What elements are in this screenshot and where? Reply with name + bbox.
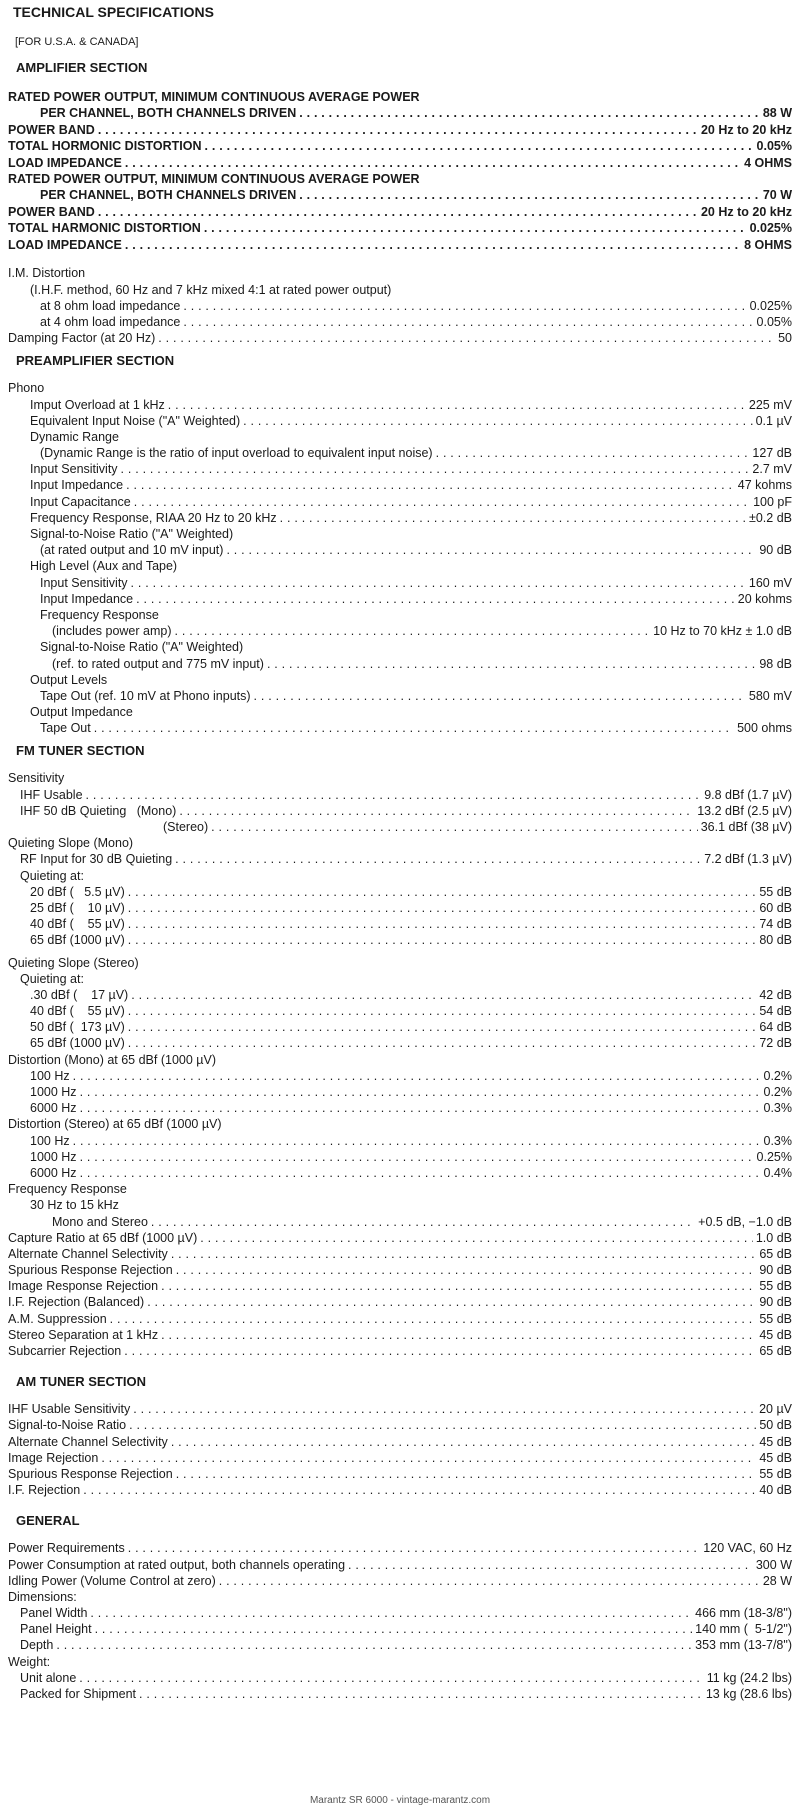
spec-row: Unit alone . . . 11 kg (24.2 lbs) bbox=[8, 1670, 792, 1686]
spec-row: Image Rejection . . . 45 dB bbox=[8, 1450, 792, 1466]
spec-row: Stereo Separation at 1 kHz . . . 45 dB bbox=[8, 1327, 792, 1343]
spec-row: Depth . . . 353 mm (13-7/8") bbox=[8, 1637, 792, 1653]
spec-row: POWER BAND . . . 20 Hz to 20 kHz bbox=[8, 122, 792, 139]
spec-row: Alternate Channel Selectivity . . . 45 dB bbox=[8, 1434, 792, 1450]
spec-row: LOAD IMPEDANCE . . . 4 OHMS bbox=[8, 155, 792, 172]
spec-row: Imput Overload at 1 kHz . . . 225 mV bbox=[8, 397, 792, 413]
spec-label: Signal-to-Noise Ratio ("A" Weighted) bbox=[30, 527, 234, 541]
spec-row: 100 Hz . . . 0.2% bbox=[8, 1068, 792, 1084]
spec-label: Distortion (Mono) at 65 dBf (1000 µV) bbox=[8, 1052, 216, 1067]
spec-row: LOAD IMPEDANCE . . . 8 OHMS bbox=[8, 237, 792, 254]
preamp-heading: PREAMPLIFIER SECTION bbox=[16, 353, 175, 369]
spec-label: Output Levels bbox=[30, 672, 108, 687]
spec-row: Damping Factor (at 20 Hz) . . . 50 bbox=[8, 330, 792, 346]
spec-label: Quieting at: bbox=[20, 868, 84, 883]
spec-row: Panel Width . . . 466 mm (18-3/8") bbox=[8, 1605, 792, 1621]
spec-row: 65 dBf (1000 µV) . . . 72 dB bbox=[8, 1035, 792, 1051]
spec-row: (includes power amp) . . . 10 Hz to 70 kHz ± 1.0 dB bbox=[8, 623, 792, 639]
spec-label: High Level (Aux and Tape) bbox=[30, 559, 178, 574]
spec-row: Tape Out (ref. 10 mV at Phono inputs) . . . 580 mV bbox=[8, 688, 792, 704]
spec-row: TOTAL HARMONIC DISTORTION . . . 0.025% bbox=[8, 220, 792, 237]
spec-row: Input Sensitivity . . . 2.7 mV bbox=[8, 461, 792, 477]
spec-row: Input Impedance . . . 47 kohms bbox=[8, 477, 792, 493]
spec-row: IHF 50 dB Quieting (Mono) . . . 13.2 dBf (2.5 µV) bbox=[8, 803, 792, 819]
spec-row: .30 dBf ( 17 µV) . . . 42 dB bbox=[8, 987, 792, 1003]
spec-row: PER CHANNEL, BOTH CHANNELS DRIVEN . . . 88 W bbox=[8, 105, 792, 122]
spec-label: Output Impedance bbox=[30, 705, 133, 720]
spec-label: Signal-to-Noise Ratio ("A" Weighted) bbox=[40, 640, 244, 655]
spec-row: (at rated output and 10 mV input) . . . 90 dB bbox=[8, 542, 792, 558]
spec-row: 6000 Hz . . . 0.3% bbox=[8, 1100, 792, 1116]
spec-row: Signal-to-Noise Ratio . . . 50 dB bbox=[8, 1417, 792, 1433]
spec-row: POWER BAND . . . 20 Hz to 20 kHz bbox=[8, 204, 792, 221]
spec-row: 6000 Hz . . . 0.4% bbox=[8, 1165, 792, 1181]
spec-label: Frequency Response bbox=[40, 607, 159, 622]
spec-row: 50 dBf ( 173 µV) . . . 64 dB bbox=[8, 1019, 792, 1035]
spec-row: Mono and Stereo . . . +0.5 dB, −1.0 dB bbox=[8, 1214, 792, 1230]
spec-row: 1000 Hz . . . 0.2% bbox=[8, 1084, 792, 1100]
spec-label: RATED POWER OUTPUT, MINIMUM CONTINUOUS AVERAGE POWER bbox=[8, 90, 420, 104]
spec-row: RF Input for 30 dB Quieting . . . 7.2 dBf (1.3 µV) bbox=[8, 851, 792, 867]
spec-row: IHF Usable . . . 9.8 dBf (1.7 µV) bbox=[8, 787, 792, 803]
spec-row: 25 dBf ( 10 µV) . . . 60 dB bbox=[8, 900, 792, 916]
spec-row: Subcarrier Rejection . . . 65 dB bbox=[8, 1343, 792, 1359]
spec-row: Tape Out . . . 500 ohms bbox=[8, 720, 792, 736]
spec-row: at 4 ohm load impedance . . . 0.05% bbox=[8, 314, 792, 330]
spec-note: (I.H.F. method, 60 Hz and 7 kHz mixed 4:1 at rated power output) bbox=[30, 282, 392, 297]
spec-label: Dynamic Range bbox=[30, 429, 119, 444]
spec-row: (Dynamic Range is the ratio of input overload to equivalent input noise) . . . 127 dB bbox=[8, 445, 792, 461]
am-heading: AM TUNER SECTION bbox=[16, 1374, 146, 1390]
spec-row: Panel Height . . . 140 mm ( 5-1/2") bbox=[8, 1621, 792, 1637]
spec-label: Quieting Slope (Mono) bbox=[8, 836, 134, 851]
spec-label: I.M. Distortion bbox=[8, 266, 86, 281]
spec-row: (ref. to rated output and 775 mV input) . . . 98 dB bbox=[8, 656, 792, 672]
spec-row: Capture Ratio at 65 dBf (1000 µV) . . . 1.0 dB bbox=[8, 1230, 792, 1246]
spec-label: Distortion (Stereo) at 65 dBf (1000 µV) bbox=[8, 1117, 222, 1132]
spec-label: Sensitivity bbox=[8, 771, 65, 786]
spec-row: Idling Power (Volume Control at zero) . . . 28 W bbox=[8, 1573, 792, 1589]
spec-row: Frequency Response, RIAA 20 Hz to 20 kHz . . . ±0.2 dB bbox=[8, 510, 792, 526]
spec-label: Dimensions: bbox=[8, 1589, 77, 1604]
region-note: [FOR U.S.A. & CANADA] bbox=[15, 36, 139, 48]
spec-row: (Stereo) . . . 36.1 dBf (38 µV) bbox=[8, 819, 792, 835]
spec-row: PER CHANNEL, BOTH CHANNELS DRIVEN . . . 70 W bbox=[8, 187, 792, 204]
spec-row: Packed for Shipment . . . 13 kg (28.6 lbs) bbox=[8, 1686, 792, 1702]
spec-row: 65 dBf (1000 µV) . . . 80 dB bbox=[8, 932, 792, 948]
spec-row: Spurious Response Rejection . . . 55 dB bbox=[8, 1466, 792, 1482]
spec-label: Weight: bbox=[8, 1654, 51, 1669]
spec-label: 30 Hz to 15 kHz bbox=[30, 1198, 119, 1213]
spec-row: Power Requirements . . . 120 VAC, 60 Hz bbox=[8, 1540, 792, 1556]
spec-label: Phono bbox=[8, 381, 45, 396]
spec-row: 40 dBf ( 55 µV) . . . 74 dB bbox=[8, 916, 792, 932]
page-title: TECHNICAL SPECIFICATIONS bbox=[13, 4, 214, 20]
spec-row: IHF Usable Sensitivity . . . 20 µV bbox=[8, 1401, 792, 1417]
spec-row: A.M. Suppression . . . 55 dB bbox=[8, 1311, 792, 1327]
spec-row: at 8 ohm load impedance . . . 0.025% bbox=[8, 298, 792, 314]
amplifier-heading: AMPLIFIER SECTION bbox=[16, 60, 148, 75]
spec-label: Quieting at: bbox=[20, 971, 84, 986]
spec-label: Quieting Slope (Stereo) bbox=[8, 955, 139, 970]
spec-row: 1000 Hz . . . 0.25% bbox=[8, 1149, 792, 1165]
amplifier-section bbox=[8, 89, 792, 253]
spec-row: Input Capacitance . . . 100 pF bbox=[8, 494, 792, 510]
spec-row: Equivalent Input Noise ("A" Weighted) . . . 0.1 µV bbox=[8, 413, 792, 429]
spec-row: TOTAL HORMONIC DISTORTION . . . 0.05% bbox=[8, 138, 792, 155]
spec-row: Spurious Response Rejection . . . 90 dB bbox=[8, 1262, 792, 1278]
spec-row: I.F. Rejection . . . 40 dB bbox=[8, 1482, 792, 1498]
spec-label: RATED POWER OUTPUT, MINIMUM CONTINUOUS AVERAGE POWER bbox=[8, 172, 420, 187]
spec-row: Alternate Channel Selectivity . . . 65 dB bbox=[8, 1246, 792, 1262]
spec-row: Input Sensitivity . . . 160 mV bbox=[8, 575, 792, 591]
spec-row: I.F. Rejection (Balanced) . . . 90 dB bbox=[8, 1294, 792, 1310]
fm-heading: FM TUNER SECTION bbox=[16, 743, 145, 759]
spec-row: 20 dBf ( 5.5 µV) . . . 55 dB bbox=[8, 884, 792, 900]
spec-row: 100 Hz . . . 0.3% bbox=[8, 1133, 792, 1149]
page-footer: Marantz SR 6000 - vintage-marantz.com bbox=[309, 1795, 491, 1806]
spec-row: 40 dBf ( 55 µV) . . . 54 dB bbox=[8, 1003, 792, 1019]
spec-row: Power Consumption at rated output, both channels operating . . . 300 W bbox=[8, 1557, 792, 1573]
spec-label: Frequency Response bbox=[8, 1182, 127, 1197]
general-heading: GENERAL bbox=[16, 1513, 80, 1529]
spec-row: Input Impedance . . . 20 kohms bbox=[8, 591, 792, 607]
spec-row: Image Response Rejection . . . 55 dB bbox=[8, 1278, 792, 1294]
